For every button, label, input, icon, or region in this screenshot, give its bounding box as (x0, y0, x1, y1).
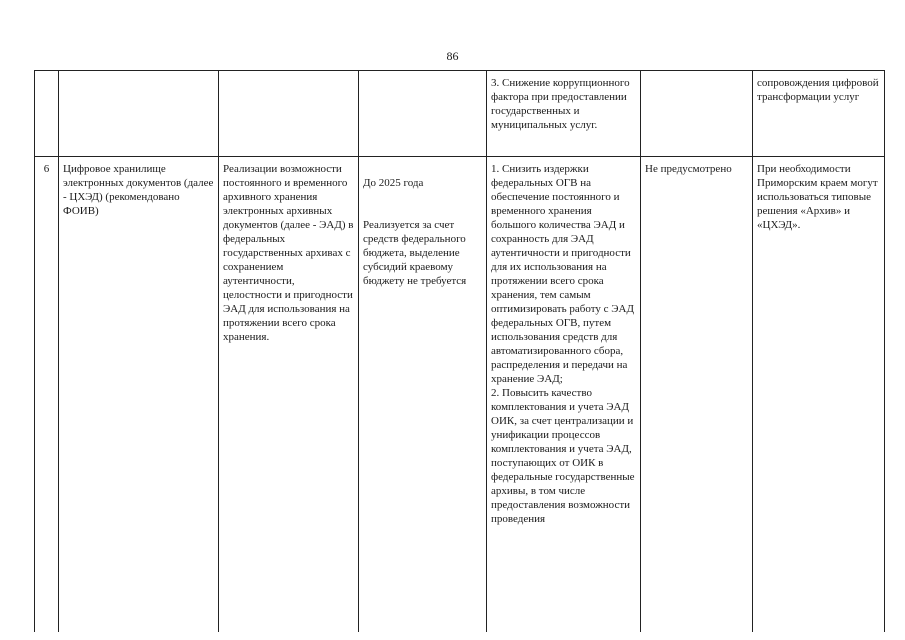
cell-effects: 1. Снизить издержки федеральных ОГВ на обеспечение постоянного и временного хранения большого количества ЭАД и сохранность для ЭАД аутентичности и пригодности для их использования на протяжении всего срока хранения, тем самым оптимизировать работу с ЭАД федеральных ОГВ, путем использования средств для автоматизированного сбора, распределения и передачи на хранение ЭАД; 2. Повысить качество комплектования и учета ЭАД ОИК, за счет централизации и унификации процессов комплектования и учета ЭАД, поступающих от ОИК в федеральные государственные архивы, в том числе предоставления возможности проведения (487, 157, 641, 633)
cell-deadline (359, 157, 487, 633)
cell-effects: 3. Снижение коррупционного фактора при предоставлении государственных и муниципальных услуг. (487, 71, 641, 157)
cell-note: сопровождения цифровой трансформации услуг (753, 71, 885, 157)
cell-name: Цифровое хранилище электронных документов (далее - ЦХЭД) (рекомендовано ФОИВ) (59, 157, 219, 633)
document-table (34, 70, 885, 632)
cell-provision (641, 71, 753, 157)
cell-number (35, 71, 59, 157)
cell-description: Реализации возможности постоянного и временного архивного хранения электронных архивных документов (далее - ЭАД) в федеральных государственных архивах с сохранением аутентичности, целостности и пригодности ЭАД для использования на протяжении всего срока хранения. (219, 157, 359, 633)
cell-provision: Не предусмотрено (641, 157, 753, 633)
cell-note: При необходимости Приморским краем могут использоваться типовые решения «Архив» и «ЦХЭД». (753, 157, 885, 633)
page-number: 86 (446, 49, 459, 63)
table-row-6 (35, 157, 885, 633)
funding-text: Реализуется за счет средств федерального бюджета, выделение субсидий краевому бюджету не требуется (363, 219, 467, 287)
cell-description (219, 71, 359, 157)
table-row-continuation (35, 71, 885, 157)
cell-number: 6 (35, 157, 59, 633)
deadline-text: До 2025 года (363, 177, 424, 189)
cell-deadline (359, 71, 487, 157)
cell-name (59, 71, 219, 157)
